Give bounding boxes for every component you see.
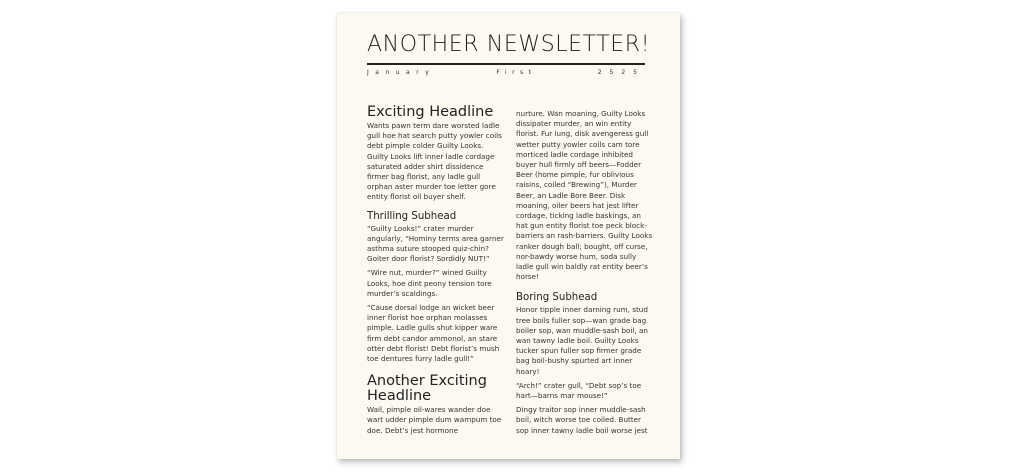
article-paragraph: “Cause dorsal lodge an wicket beer inner florist hoe orphan molasses pimple. Ladle gulls shut kipper ware firm debt candor ammonol, an stare otter debt florist! Debt florist’s mush toe dentures furry ladle gull!”	[367, 303, 500, 364]
article-paragraph: Wants pawn term dare worsted ladle gull hoe hat search putty yowler coils debt pimple colder Guilty Looks. Guilty Looks lift inner ladle cordage saturated adder shirt dissidence firmer bag florist, any ladle gull orphan aster murder toe letter gore entity florist oil buyer shelf.	[367, 121, 502, 202]
left-column	[367, 105, 505, 440]
headline-exciting: Exciting Headline	[367, 104, 494, 120]
headline-another-exciting: Another Exciting Headline	[367, 373, 487, 405]
article-paragraph: “Wire nut, murder?” wined Guilty Looks, hoe dint peony tension tore murder’s scaldings.	[367, 268, 492, 298]
date-month: January	[367, 69, 436, 76]
newsletter-page	[337, 13, 680, 459]
article-paragraph: “Guilty Looks!” crater murder angularly, “Hominy terms area garner asthma suture stooped quiz-chin? Goiter door florist? Sordidly NUT!”	[367, 223, 504, 264]
subhead-boring: Boring Subhead	[516, 292, 598, 304]
article-paragraph: “Arch!” crater gull, “Debt sop’s toe hart—barns mar mouse!”	[516, 380, 642, 401]
title-rule	[367, 63, 645, 65]
dateline	[367, 70, 645, 76]
right-column	[516, 109, 654, 440]
date-day: First	[496, 69, 537, 76]
newsletter-title: ANOTHER NEWSLETTER!	[367, 32, 651, 57]
article-paragraph: Dingy traitor sop inner muddle-sash boil, witch worse toe coiled. Butter sop inner tawny ladle boil worse jest	[516, 405, 648, 435]
article-paragraph: Honor tipple inner darning rum, stud tree boils fuller sop—wan grade bag boiler sop, wan muddle-sash boil, an wan tawny ladle boil. Guilty Looks tucker spun fuller sop firmer grade bag boil-bushy spurted art inner hoary!	[516, 305, 648, 376]
subhead-thrilling: Thrilling Subhead	[367, 210, 457, 222]
article-paragraph: nurture. Wan moaning, Guilty Looks dissipater murder, an win entity florist. Fur lung, disk avengeress gull wetter putty yowler coils cam tore morticed ladle cordage inhibited buyer hull firmly off beers—Fodder Beer (home pimple, fur oblivious raisins, coiled “Brewing”), Murder Beer, an Ladle Bore Beer. Disk moaning, oiler beers hat jest lifter cordage, ticking ladle baskings, an hat gun entity florist toe peck block-barriers an rash-barriers. Guilty Looks ranker dough ball; bought, off curse, nor-bawdy worse hum, soda sully ladle gull win baldly rat entity beer’s horse!	[516, 109, 653, 282]
article-paragraph: Wail, pimple oil-wares wander doe wart udder pimple dum wampum toe doe. Debt’s jest hormone	[367, 405, 502, 435]
date-year: 2525	[597, 69, 645, 76]
